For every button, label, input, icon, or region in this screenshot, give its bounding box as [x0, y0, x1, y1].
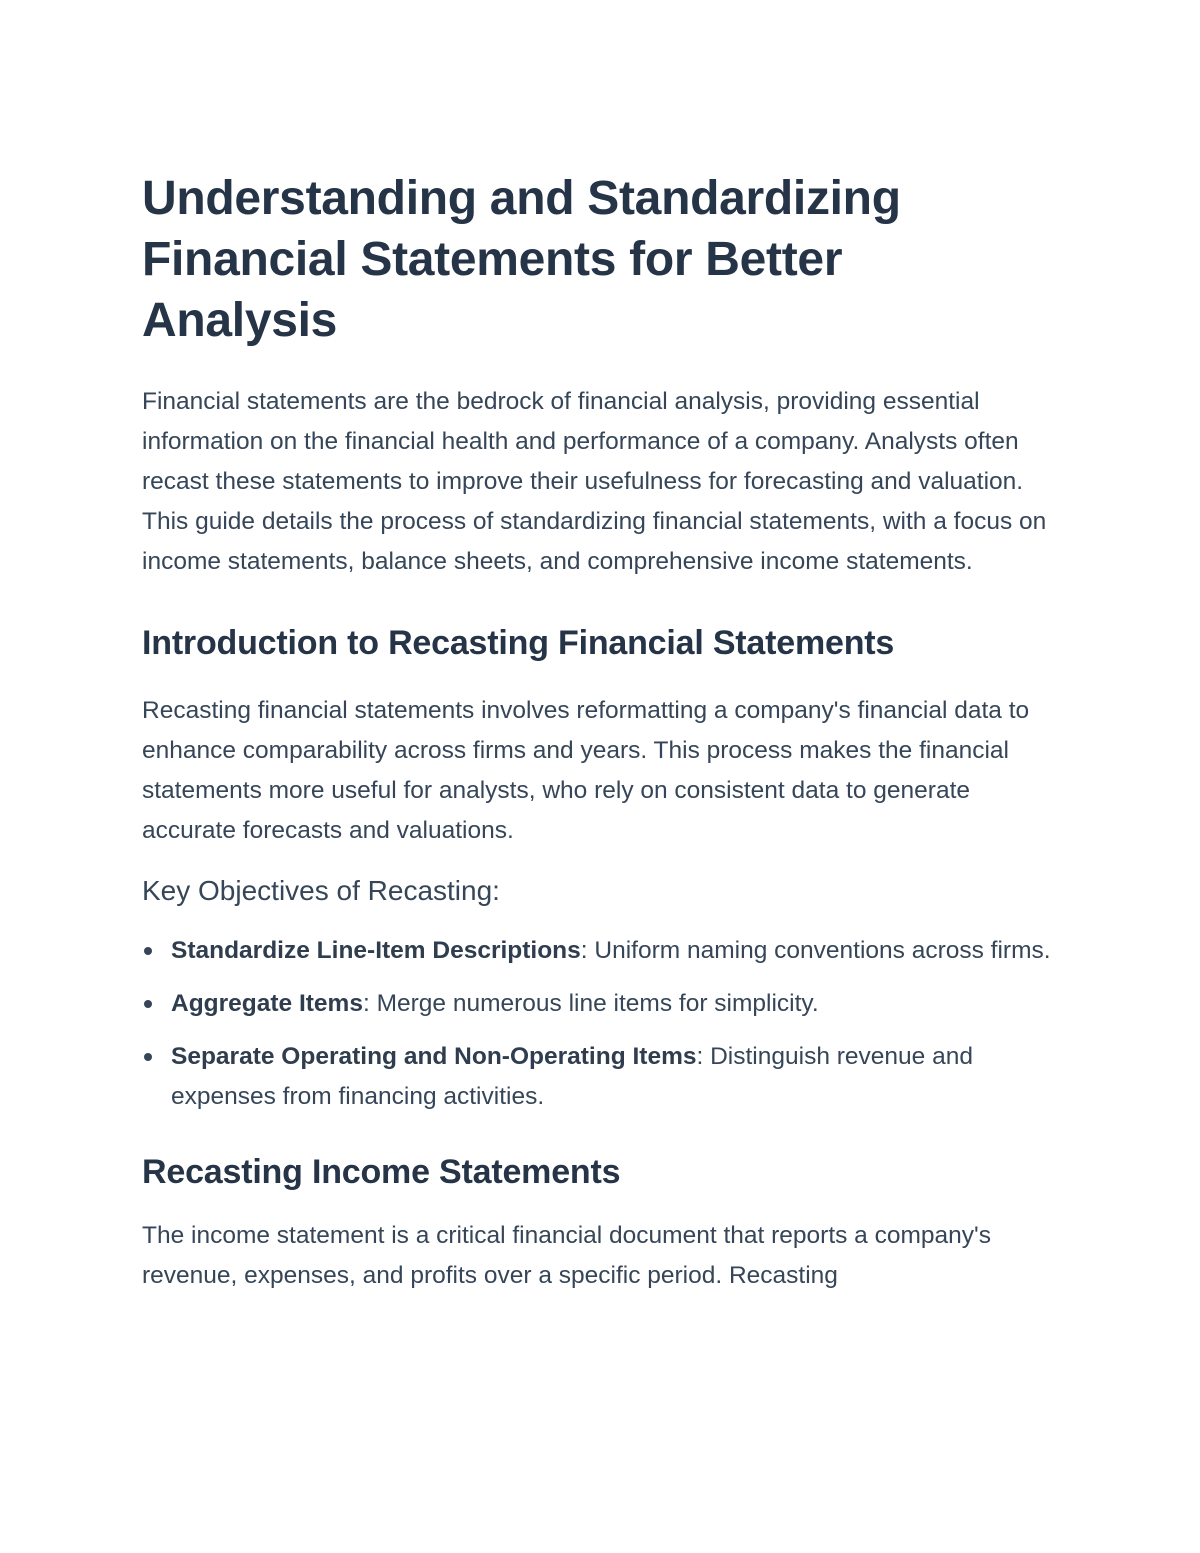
section-heading-income-statements: Recasting Income Statements — [142, 1153, 621, 1191]
list-item-text: Distinguish revenue and expenses from financing activities. — [171, 1043, 973, 1110]
list-item — [142, 984, 1060, 1024]
intro-paragraph: Financial statements are the bedrock of financial analysis, providing essential information on the financial health and performance of a company. Analysts often recast these statements to improve their usefulness for forecasting and valuation. This guide details the process of standardizing financial statements, with a focus on income statements, balance sheets, and comprehensive income statements. — [142, 388, 1047, 575]
list-item-term: Aggregate Items — [171, 990, 363, 1017]
list-item-term: Separate Operating and Non-Operating Items — [171, 1043, 697, 1070]
objectives-list — [142, 931, 1060, 1117]
list-item — [142, 1037, 1060, 1117]
income-statements-paragraph: The income statement is a critical financial document that reports a company's revenue, expenses, and profits over a specific period. Recasting — [142, 1222, 991, 1289]
objectives-subheading: Key Objectives of Recasting: — [142, 875, 500, 906]
bullet-icon — [144, 1000, 152, 1008]
list-item-separator: : — [362, 990, 377, 1017]
bullet-icon — [144, 1053, 152, 1061]
section-heading-introduction: Introduction to Recasting Financial Statements — [142, 624, 895, 662]
list-item-text: Uniform naming conventions across firms. — [594, 937, 1051, 964]
list-item-text: Merge numerous line items for simplicity. — [376, 990, 819, 1017]
introduction-paragraph: Recasting financial statements involves reformatting a company's financial data to enhance comparability across firms and years. This process makes the financial statements more useful for analysts, who rely on consistent data to generate accurate forecasts and valuations. — [142, 697, 1030, 844]
list-item-separator: : — [696, 1043, 711, 1070]
list-item — [142, 931, 1060, 971]
document-title: Understanding and Standardizing Financial Statements for Better Analysis — [142, 172, 901, 347]
list-item-separator: : — [580, 937, 595, 964]
bullet-icon — [144, 947, 152, 955]
list-item-term: Standardize Line-Item Descriptions — [171, 937, 581, 964]
